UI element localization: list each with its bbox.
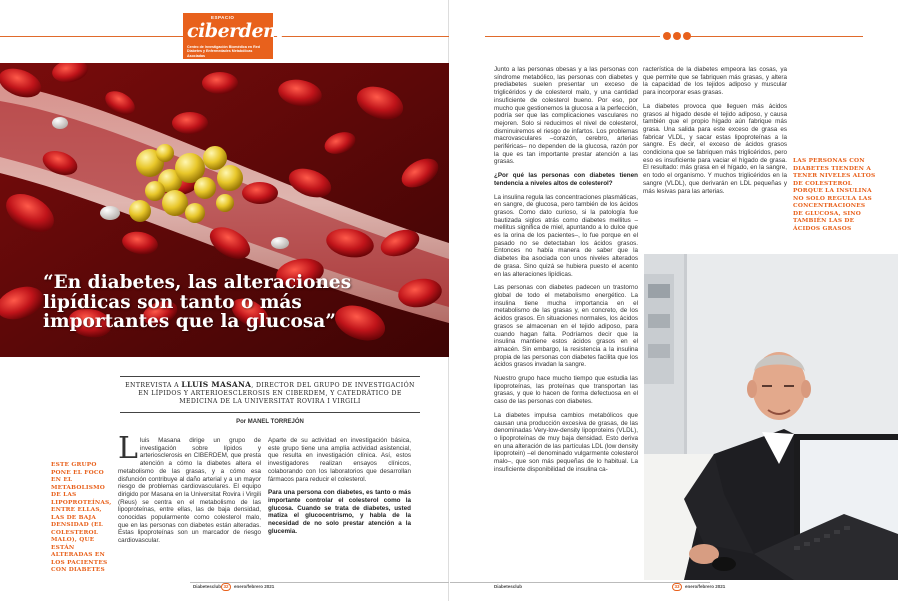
- left-col1-text: luis Masana dirige un grupo de investigación sobre lípidos y arteriosclerosis en CIBERDEM, que presta atención a cómo la diabetes altera el metabolismo de las grasas, y a cómo esa disfunción contribuye al daño arterial y a un mayor riesgo de problemas cardiovasculares. El equipo dirigido por Masana en la Universitat Rovira i Virgili (Reus) se centra en el metabolismo de las lipoproteínas, entre ellas, las de baja densidad, conocidas popularmente como colesterol malo, que en las personas con diabetes están alteradas. Estas lipoproteínas son un marcador de riesgo cardiovascular.: [118, 437, 261, 545]
- right-sidenote: LAS PERSONAS CON DIABETES TIENDEN A TENER NIVELES ALTOS DE COLESTEROL PORQUE LA INSULINA NO SOLO REGULA LAS CONCENTRACIONES DE GLUCOSA, SINO TAMBIÉN LAS DE ÁCIDOS GRASOS: [793, 158, 876, 232]
- right-col1-paragraph-4: Nuestro grupo hace mucho tiempo que estudia las lipoproteínas, las proteínas que transportan las grasas, y que lo hacen de forma defectuosa en el caso de las personas con diabetes.: [494, 375, 638, 406]
- dot-icon: [683, 32, 691, 40]
- fat-globule: [217, 165, 243, 191]
- left-sidenote: ESTE GRUPO PONE EL FOCO EN EL METABOLISMO DE LAS LIPOPROTEÍNAS, ENTRE ELLAS, LAS DE BAJA DENSIDAD (EL COLESTEROL MALO), QUE ESTÁN ALTERADAS EN LOS PACIENTES CON DIABETES: [51, 462, 112, 573]
- red-blood-cell: [202, 72, 238, 94]
- fat-globule: [185, 203, 205, 223]
- header-rule-right: [273, 36, 449, 37]
- white-cell: [271, 237, 289, 249]
- dot-icon: [673, 32, 681, 40]
- page-number-right: 33: [672, 583, 682, 591]
- article-headline: “En diabetes, las alteraciones lipídicas son tanto o más importantes que la glucosa”: [43, 272, 352, 332]
- intro-rule-top: [120, 376, 420, 377]
- intro-prefix: ENTREVISTA A: [125, 382, 180, 389]
- footer-rule-right: [450, 582, 710, 583]
- fat-globule: [162, 190, 188, 216]
- logo-espacio-label: ESPACIO: [211, 15, 235, 20]
- footer-date-right: enero/febrero 2021: [685, 584, 726, 589]
- fat-globule: [156, 144, 174, 162]
- fat-globule: [203, 146, 227, 170]
- logo-subtitle: Centro de Investigación Biomédica en Red Diabetes y Enfermedades Metabólicas Asociadas: [187, 45, 260, 58]
- byline: Por MANEL TORREJÓN: [236, 419, 304, 425]
- left-col2-paragraph-1: Aparte de su actividad en investigación básica, este grupo tiene una amplia actividad asistencial, que resulta en investigación clínica. Así, estos investigadores realizan ensayos clínicos, colaborando con los laboratorios que desarrollan fármacos para reducir el colesterol.: [268, 437, 411, 483]
- portrait-illustration: [644, 254, 898, 580]
- red-blood-cell: [172, 112, 208, 134]
- right-col2-paragraph-2: La diabetes provoca que lleguen más ácidos grasos al hígado desde el tejido adiposo, y causa también que el propio hígado aún fabrique más grasa. Una salida para este exceso de grasa es fabricar VLDL, y sacar estas lipoproteínas a la sangre. Es decir, el exceso de ácidos grasos condiciona que se fabriquen más triglicéridos, pero eso es insuficiente para vaciar el hígado de grasa. El resultado: más grasa en el hígado, en la sangre, en todo el organismo. Y muchos triglicéridos en la sangre (VLDL), que derivarán en LDL pequeñas y más lesivas para las arterias.: [643, 102, 787, 195]
- red-blood-cell: [242, 182, 278, 204]
- right-column-1: [494, 66, 638, 479]
- intro-description: DIRECTOR DEL GRUPO DE INVESTIGACIÓN EN LÍPIDOS Y ARTERIOESCLEROSIS EN CIBERDEM, Y CATEDRÁTICO DE MEDICINA DE LA UNIVERSITAT ROVIRA I VIRGILI: [138, 382, 415, 405]
- left-col2-question-1: Para una persona con diabetes, es tanto o más importante controlar el colesterol como la glucosa. Cuando se trata de diabetes, usted matiza el glucocentrismo, y habla de la necesidad de no solo prestar atención a la glucemia.: [268, 489, 411, 535]
- intro-rule-bottom: [120, 412, 420, 413]
- interviewee-name: LLUIS MASANA: [181, 380, 252, 389]
- hero-blood-vessel-image: [0, 63, 449, 357]
- footer-date-left: enero/febrero 2021: [234, 584, 275, 589]
- left-column-2: [268, 437, 411, 541]
- ciberdem-logo: [183, 13, 283, 59]
- right-col1-question-2: ¿Por qué las personas con diabetes tienen tendencia a niveles altos de colesterol?: [494, 172, 638, 187]
- fat-globule: [145, 181, 165, 201]
- fat-globule: [194, 177, 216, 199]
- right-col1-paragraph-2: La insulina regula las concentraciones plasmáticas, en sangre, de glucosa, pero también de los ácidos grasos. Como dato curioso, si la patología fue bautizada siglos atrás como diabetes mellitus –mellitus significa de miel, apuntando a lo dulce que es la orina de los pacientes–, lo fue porque en el pasado no se detectaban los ácidos grasos. Entonces no había manera de saber que la diabetes iba asociada con unos niveles alterados de grasa. Sino quizá se hubiera puesto el acento en las alteraciones lipídicas.: [494, 193, 638, 278]
- header-rule-right-page-left: [485, 36, 660, 37]
- intro-text: ENTREVISTA A LLUIS MASANA, DIRECTOR DEL GRUPO DE INVESTIGACIÓN EN LÍPIDOS Y ARTERIOESCLEROSIS EN CIBERDEM, Y CATEDRÁTICO DE MEDICINA DE LA UNIVERSITAT ROVIRA I VIRGILI: [125, 380, 415, 405]
- right-col1-paragraph-5: La diabetes impulsa cambios metabólicos que causan una producción excesiva de grasas, de las denominadas Very-low-density lipoproteins (VLDL), o lipoproteínas de muy baja densidad. Esto deriva en una alteración de las partículas LDL (low density lipoprotein) –el denominado vulgarmente colesterol malo–, que son más pequeñas de lo habitual. La insuficiente disponibilidad de insulina ca-: [494, 411, 638, 473]
- right-column-2: [643, 66, 787, 201]
- logo-name: ciberdem: [187, 20, 283, 42]
- header-rule-right-page-right: [690, 36, 863, 37]
- right-col2-paragraph-1: racterística de la diabetes empeora las cosas, ya que permite que se fabriquen más grasas, y altera la capacidad de los tejidos adiposo y muscular para incorporar esas grasas.: [643, 66, 787, 97]
- header-rule-left: [0, 36, 183, 37]
- white-cell: [52, 117, 68, 129]
- right-col1-paragraph-1: Junto a las personas obesas y a las personas con síndrome metabólico, las personas con diabetes y prediabetes suelen presentar un exceso de triglicéridos y de colesterol malo, y una cantidad insuficiente de colesterol bueno. Por eso, por mucho que gestionemos la glucosa a la perfección, podría ser que las complicaciones vasculares no mejoren. Solo si reducimos el nivel de colesterol, disminuiremos el riesgo de infartos. Los problemas macrovasculares –corazón, cerebro, arterias periféricas– no dependen de la glucosa, razón por la que es tan importante prestar atención a las grasas.: [494, 66, 638, 166]
- fat-globule: [129, 200, 151, 222]
- dropcap: L: [118, 431, 138, 466]
- decorative-dots: [663, 32, 691, 40]
- portrait-photo: [644, 254, 898, 580]
- page-number-left: 32: [221, 583, 231, 591]
- left-column-1: [118, 431, 261, 545]
- footer-brand-right: Diabetesclub: [494, 584, 523, 589]
- white-cell: [100, 206, 120, 220]
- fat-globule: [216, 194, 234, 212]
- footer-brand-left: Diabetesclub: [193, 584, 222, 589]
- dot-icon: [663, 32, 671, 40]
- right-col1-paragraph-3: Las personas con diabetes padecen un trastorno global de todo el metabolismo energético. La insulina tiene mucha importancia en el metabolismo de las grasas y, en concreto, de los ácidos grasos. En situaciones normales, los ácidos grasos se almacenan en el tejido adiposo, para cuando hagan falta. Podríamos decir que la insulina mantiene estos ácidos grasos en el almacén. Sin embargo, la resistencia a la insulina propia de las personas con diabetes facilita que los ácidos grasos invadan la sangre.: [494, 284, 638, 369]
